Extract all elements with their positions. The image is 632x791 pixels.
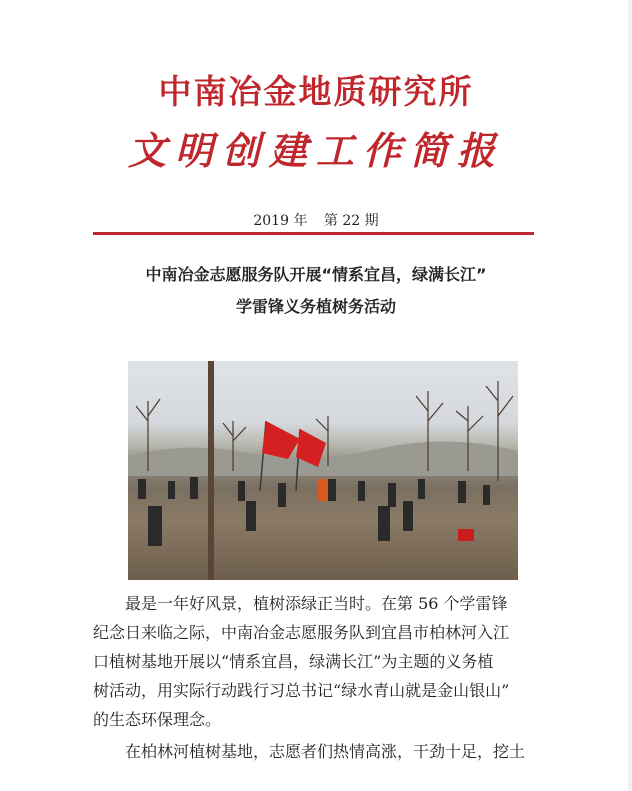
header-divider: [93, 232, 534, 235]
organization-name: 中南冶金地质研究所: [158, 72, 474, 111]
article-headline-line1: 中南冶金志愿服务队开展“情系宜昌，绿满长江”: [145, 265, 487, 284]
article-headline-line2: 学雷锋义务植树务活动: [235, 297, 396, 316]
red-flag-left: [262, 421, 300, 459]
bulletin-title: 文明创建工作简报: [127, 128, 504, 173]
paragraph-line: 最是一年好风景，植树添绿正当时。在第 56 个学雷锋: [125, 594, 508, 613]
tree-trunk: [208, 361, 214, 580]
paragraph-line: 口植树基地开展以“情系宜昌，绿满长江”为主题的义务植: [93, 652, 494, 671]
tree-planting-photo: [128, 361, 518, 580]
issue-year: 2019 年: [253, 213, 308, 229]
paragraph-line: 在柏林河植树基地，志愿者们热情高涨，干劲十足，挖土: [125, 742, 526, 761]
article-paragraph-1: [93, 589, 535, 734]
article-paragraph-2: [93, 737, 535, 766]
paragraph-line: 的生态环保理念。: [93, 710, 222, 729]
issue-number: 第 22 期: [323, 213, 379, 229]
page-edge: [628, 0, 632, 791]
paragraph-line: 纪念日来临之际，中南冶金志愿服务队到宜昌市柏林河入江: [93, 623, 510, 642]
issue-line: [0, 210, 632, 230]
paragraph-line: 树活动，用实际行动践行习总书记“绿水青山就是金山银山”: [93, 681, 510, 700]
